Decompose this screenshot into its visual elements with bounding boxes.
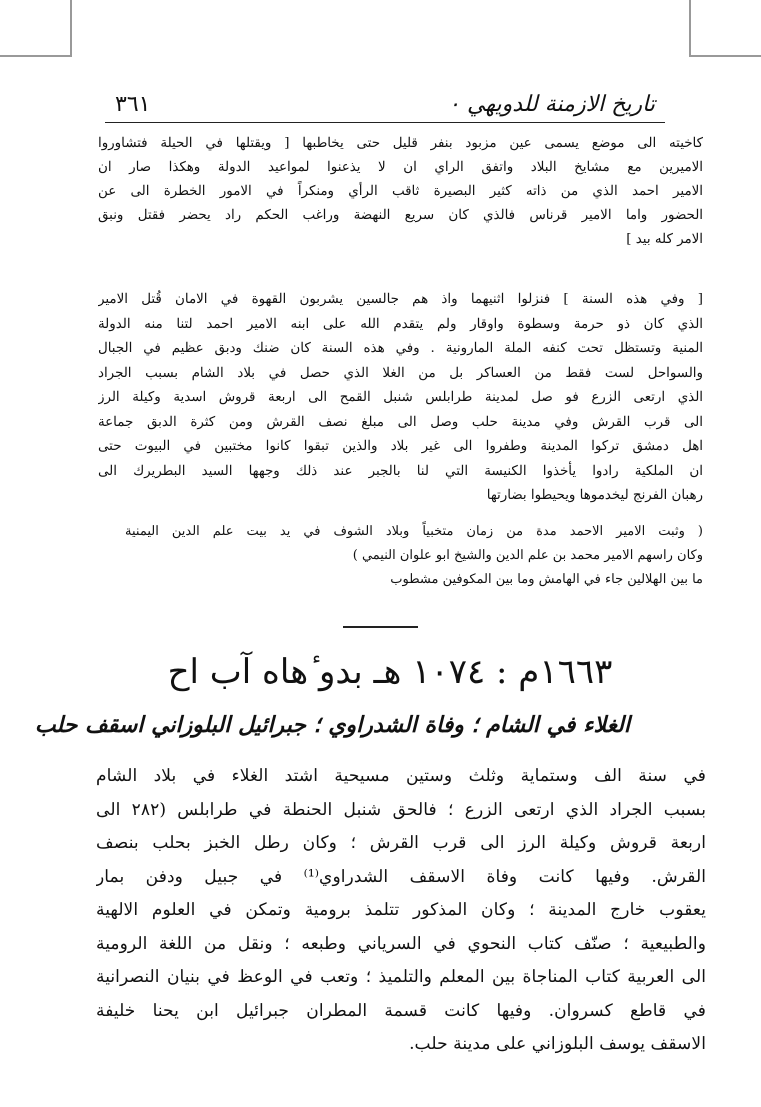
- section-heading: الغلاء في الشام ؛ وفاة الشدراوي ؛ جبرائيل البلوزاني اسقف حلب: [34, 712, 630, 738]
- text-line: بسبب الجراد الذي ارتعى الزرع ؛ فالحق شنبل الحنطة في طرابلس (٢٨٢ الى: [96, 799, 706, 820]
- text-line: الامر كله بيد ]: [626, 232, 703, 247]
- scan-corner-mark-top-left: [0, 0, 72, 57]
- paragraph-3: [96, 760, 706, 1062]
- text-line: الحضور واما الامير قرناس فالذي كان سريع النهضة وراغب الحكم راد يحضر فقتل ونبق: [98, 208, 703, 223]
- note-line: ما بين الهلالين جاء في الهامش وما بين المكوفين مشطوب: [390, 572, 703, 587]
- note-line: ( وثبت الامير الاحمد مدة من زمان متخبياً وبلاد الشوف في يد بيت علم الدين اليمنية: [125, 524, 703, 539]
- text-line: اهل دمشق تركوا المدينة وطفروا الى غير بلاد والذين تبقوا كانوا مختبين في البيوت حتى: [98, 439, 703, 454]
- text-line: الاميرين مع مشايخ البلاد واتفق الراي ان لا يذعنوا لمواعيد الدولة وهكذا صار ان: [98, 160, 703, 175]
- text-line: اربعة قروش وكيلة الرز الى قرب القرش ؛ وكان رطل الخبز بحلب بنصف: [96, 833, 706, 853]
- text-line: الامير احمد الذي من ذاته كثير البصيرة ثاقب الرأي ومنكراً في الامور الخطرة الى عن: [98, 184, 703, 199]
- note-line: وكان راسهم الامير محمد بن علم الدين والشيخ ابو علوان النيمي ): [352, 548, 703, 563]
- text-line: والسواحل لست فقط من العساكر بل من الغلا الذي حصل في بلاد الشام بسبب الجراد: [98, 365, 703, 381]
- marginal-notes: [125, 520, 703, 592]
- text-line: والطبيعية ؛ صنّف كتاب النحوي في السرياني وطبعه ؛ ونقل من اللغة الرومية: [96, 933, 706, 954]
- text-line: الى العربية كتاب المناجاة بين المعلم والتلميذ ؛ وتعب في الوعظ في بنيان النصرانية: [96, 967, 706, 987]
- text-line: الذي ارتعى الزرع فو صل لمدينة طرابلس شنبل القمح الى اربعة قروش اسدية وكيلة الرز: [98, 390, 703, 405]
- page-header: [105, 90, 665, 123]
- text-line: في قاطع كسروان. وفيها كانت قسمة المطران جبرائيل ابن يحنا خليفة: [96, 1000, 706, 1021]
- text-line: ان الملكية رادوا يأخذوا الكنيسة التي لنا بالجبر عند ذلك وجهها السيد البطريرك الى: [98, 463, 703, 479]
- text-line: القرش. وفيها كانت وفاة الاسقف الشدراوي⁽¹⁾ في جبيل ودفن بمار: [96, 866, 706, 887]
- running-title: تاريخ الازمنة للدويهي ٠: [448, 92, 655, 117]
- text-line: رهبان الفرنج ليخدموها ويحيطوا بضارتها: [486, 488, 703, 503]
- text-line: الاسقف يوسف البلوزاني على مدينة حلب.: [409, 1034, 706, 1054]
- text-line: الى قرب القرش وفي مدينة حلب وصل الى مبلغ نصف القرش ومن كثرة الدبق جماعة: [98, 414, 703, 430]
- text-line: الذي كان ذو حرمة وسطوة واوقار ولم يتقدم الله على ابنه الامير احمد لتنا منه الدولة: [98, 316, 703, 332]
- text-line: كاخيته الى موضع يسمى عين مزبود بنفر قليل حتى يخاطبها [ ويقتلها في الحيلة فتشاوروا: [98, 136, 703, 151]
- text-line: [ وفي هذه السنة ] فنزلوا اثنيهما واذ هم جالسين يشربون القهوة في الامان قُتل الامير: [98, 292, 703, 307]
- text-line: في سنة الف وستماية وثلث وستين مسيحية اشتد الغلاء في بلاد الشام: [96, 766, 706, 786]
- section-divider: [343, 626, 418, 628]
- text-line: يعقوب خارج المدينة ؛ وكان المذكور تتلمذ برومية وتمكن في العلوم الالهية: [96, 900, 706, 920]
- paragraph-2: [98, 288, 703, 509]
- year-heading: ١٦٦٣م : ١٠٧٤ هـ بدو ٔهاه آب اح: [167, 652, 613, 692]
- text-line: المنية وتستظل تحت كنفه الملة المارونية . وفي هذه السنة كان ضنك ودبق عظيم في الجبال: [98, 341, 703, 356]
- scan-corner-mark-top-right: [689, 0, 761, 57]
- paragraph-1: [98, 132, 703, 252]
- page-number: ٣٦١: [115, 92, 151, 117]
